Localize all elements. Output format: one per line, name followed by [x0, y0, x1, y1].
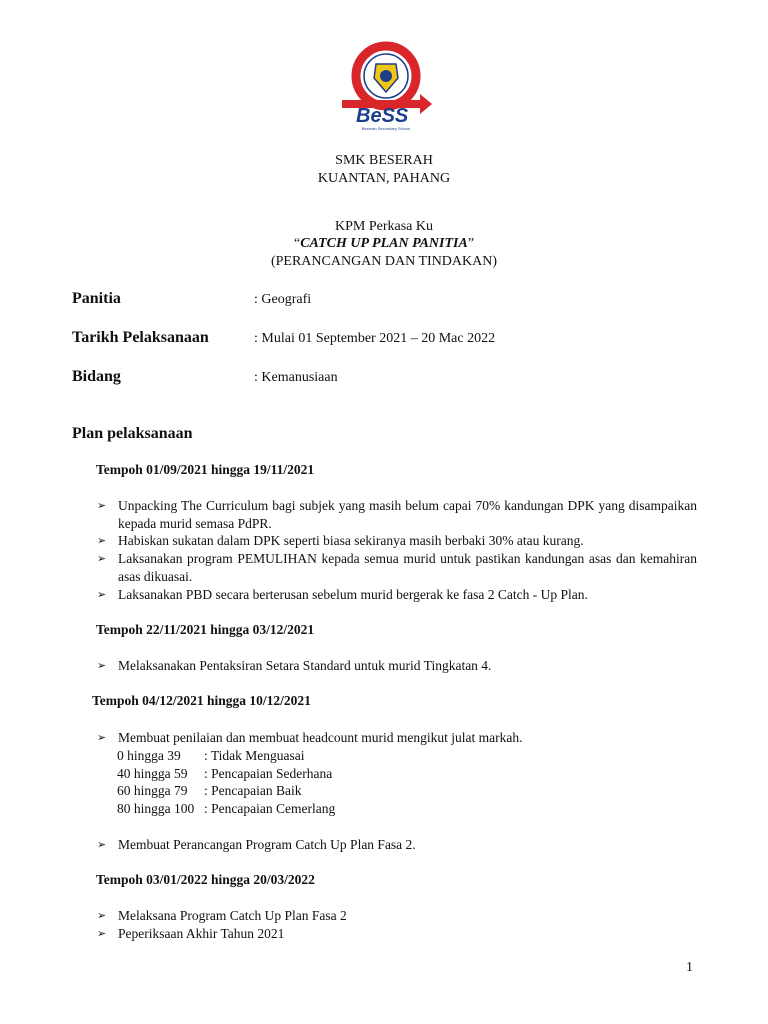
plan-subtitle: (PERANCANGAN DAN TINDAKAN): [270, 254, 498, 269]
list-item: ➢ Melaksanakan Pentaksiran Setara Standard untuk murid Tingkatan 4.: [97, 658, 492, 673]
bullet-arrow-icon: ➢: [97, 909, 107, 922]
school-name: SMK BESERAH: [335, 153, 433, 168]
field-value-tarikh: : Mulai 01 September 2021 – 20 Mac 2022: [254, 331, 496, 346]
list-item: ➢ Laksanakan PBD secara berterusan sebelum murid bergerak ke fasa 2 Catch - Up Plan.: [97, 587, 588, 602]
bullet-arrow-icon: ➢: [97, 731, 107, 744]
score-scale-row: 40 hingga 59 : Pencapaian Sederhana: [117, 766, 333, 781]
bullet-arrow-icon: ➢: [97, 534, 107, 547]
list-item: ➢ Peperiksaan Akhir Tahun 2021: [97, 926, 285, 941]
plan-heading: Plan pelaksanaan: [72, 425, 193, 442]
bullet-arrow-icon: ➢: [97, 659, 107, 672]
bullet-arrow-icon: ➢: [97, 927, 107, 940]
list-item: ➢ Melaksana Program Catch Up Plan Fasa 2: [97, 908, 347, 923]
period-title: Tempoh 22/11/2021 hingga 03/12/2021: [96, 622, 315, 637]
period-title: Tempoh 01/09/2021 hingga 19/11/2021: [96, 462, 315, 477]
school-location: KUANTAN, PAHANG: [317, 171, 451, 186]
period-title: Tempoh 04/12/2021 hingga 10/12/2021: [92, 693, 311, 708]
field-label-bidang: Bidang: [72, 368, 121, 385]
bullet-arrow-icon: ➢: [97, 499, 107, 512]
score-scale-row: 80 hingga 100 : Pencapaian Cemerlang: [117, 801, 336, 816]
list-item: ➢ Membuat penilaian dan membuat headcount murid mengikut julat markah.: [97, 730, 523, 745]
score-scale-row: 60 hingga 79 : Pencapaian Baik: [117, 783, 302, 798]
field-value-bidang: : Kemanusiaan: [254, 370, 338, 385]
period-title: Tempoh 03/01/2022 hingga 20/03/2022: [96, 872, 315, 887]
list-item: ➢ Habiskan sukatan dalam DPK seperti biasa sekiranya masih berbaki 30% atau kurang.: [97, 533, 584, 548]
page-number: 1: [686, 960, 693, 975]
school-logo: [340, 40, 432, 132]
plan-title: “CATCH UP PLAN PANITIA”: [293, 236, 475, 251]
list-item: ➢ Laksanakan program PEMULIHAN kepada semua murid untuk pastikan kandungan asas dan kemahiran asas dikuasai.: [97, 551, 697, 584]
field-label-tarikh: Tarikh Pelaksanaan: [72, 329, 209, 346]
list-item: ➢ Membuat Perancangan Program Catch Up Plan Fasa 2.: [97, 837, 416, 852]
bullet-arrow-icon: ➢: [97, 588, 107, 601]
field-value-panitia: : Geografi: [254, 292, 312, 307]
program-name: KPM Perkasa Ku: [335, 219, 433, 234]
bullet-arrow-icon: ➢: [97, 552, 107, 565]
logo-subtitle: Beserah Secondary School: [361, 126, 411, 131]
list-item: ➢ Unpacking The Curriculum bagi subjek yang masih belum capai 70% kandungan DPK yang disampaikan kepada murid semasa PdPR.: [97, 498, 697, 531]
field-label-panitia: Panitia: [72, 290, 121, 307]
bullet-arrow-icon: ➢: [97, 838, 107, 851]
logo-text: BeSS: [356, 105, 409, 127]
score-scale-row: 0 hingga 39 : Tidak Menguasai: [117, 748, 305, 763]
